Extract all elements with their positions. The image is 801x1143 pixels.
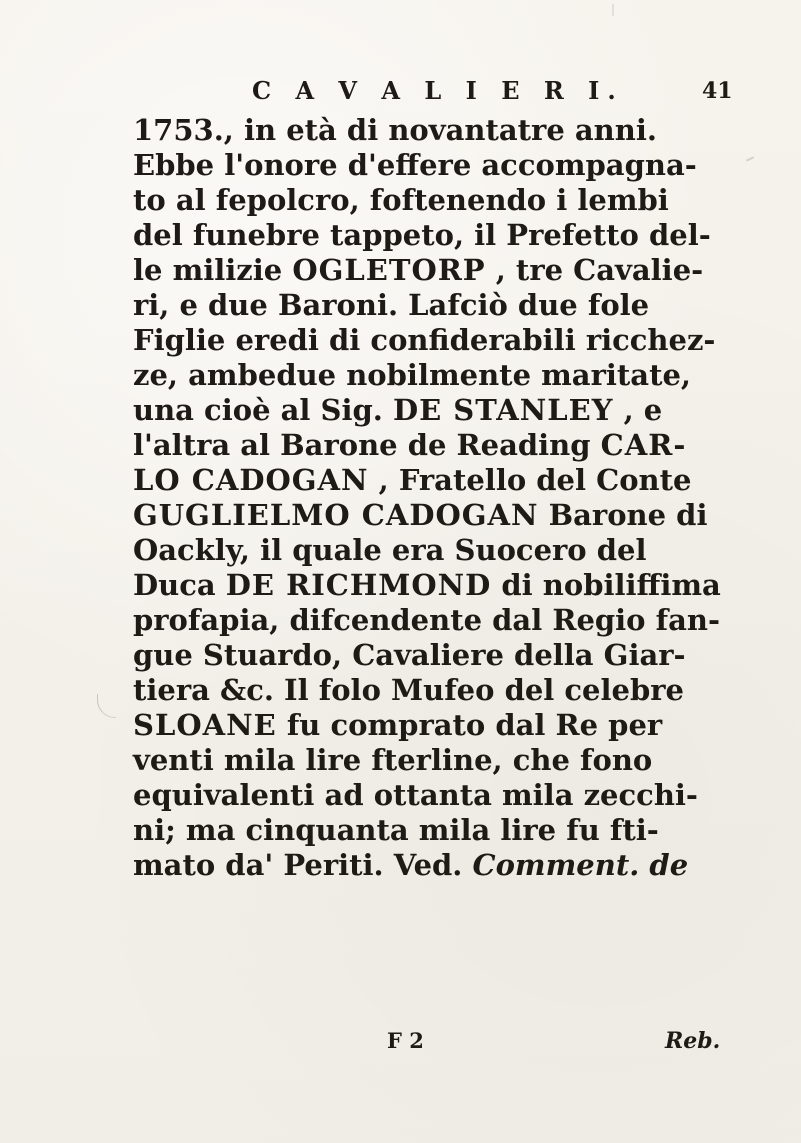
text-segment: Duca bbox=[133, 568, 226, 602]
text-segment: equivalenti ad ottanta mila zecchi- bbox=[133, 778, 698, 812]
text-segment: profapia, difcendente dal Regio fan- bbox=[133, 603, 721, 637]
text-segment: Oackly, il quale era Suocero del bbox=[133, 533, 647, 567]
text-segment: le milizie bbox=[133, 253, 293, 287]
paper-speck bbox=[612, 4, 614, 16]
text-line bbox=[133, 498, 753, 533]
page-text bbox=[133, 113, 753, 883]
text-line bbox=[133, 428, 753, 463]
text-segment: ze, ambedue nobilmente maritate, bbox=[133, 358, 692, 392]
text-line bbox=[133, 743, 753, 778]
text-segment: gue Stuardo, Cavaliere della Giar- bbox=[133, 638, 686, 672]
paper-fold-mark bbox=[97, 694, 116, 718]
name-smallcaps: GUGLIELMO CADOGAN bbox=[133, 498, 539, 532]
catchword: Reb. bbox=[665, 1028, 721, 1054]
text-line bbox=[133, 603, 753, 638]
text-line bbox=[133, 358, 753, 393]
text-segment: , e bbox=[623, 393, 663, 427]
name-smallcaps: DE RICHMOND bbox=[225, 568, 492, 602]
page-number: 41 bbox=[702, 78, 733, 104]
text-segment: Barone di bbox=[548, 498, 708, 532]
text-segment: ri, e due Baroni. Lafciò due fole bbox=[133, 288, 650, 322]
text-segment: ni; ma cinquanta mila lire fu fti- bbox=[133, 813, 659, 847]
text-segment: di nobiliffima bbox=[501, 568, 721, 602]
text-line bbox=[133, 568, 753, 603]
text-line bbox=[133, 183, 753, 218]
text-segment: 1753., in età di novantatre anni. bbox=[133, 113, 657, 147]
page-header bbox=[0, 76, 801, 114]
text-line bbox=[133, 113, 753, 148]
name-smallcaps: OGLETORP bbox=[292, 253, 486, 287]
text-segment: tiera &c. Il folo Mufeo del celebre bbox=[133, 673, 684, 707]
text-segment: Ebbe l'onore d'effere accompagna- bbox=[133, 148, 697, 182]
name-smallcaps: DE STANLEY bbox=[392, 393, 614, 427]
text-line bbox=[133, 288, 753, 323]
text-line bbox=[133, 393, 753, 428]
text-line bbox=[133, 638, 753, 673]
text-segment: , Fratello del Conte bbox=[378, 463, 692, 497]
text-segment: venti mila lire fterline, che fono bbox=[133, 743, 653, 777]
running-head: C A V A L I E R I. bbox=[252, 76, 624, 105]
text-line bbox=[133, 848, 753, 883]
text-segment: fu comprato dal Re per bbox=[286, 708, 663, 742]
text-line bbox=[133, 533, 753, 568]
text-line bbox=[133, 778, 753, 813]
signature-mark: F 2 bbox=[387, 1028, 424, 1053]
text-segment: to al fepolcro, foftenendo i lembi bbox=[133, 183, 669, 217]
text-line bbox=[133, 708, 753, 743]
text-segment: l'altra al Barone de Reading bbox=[133, 428, 601, 462]
text-segment: mato da' Periti. Ved. bbox=[133, 848, 473, 882]
text-line bbox=[133, 463, 753, 498]
italic-reference: Comment. de bbox=[472, 848, 689, 882]
text-line bbox=[133, 253, 753, 288]
text-line bbox=[133, 323, 753, 358]
name-smallcaps: CAR- bbox=[600, 428, 687, 462]
text-line bbox=[133, 813, 753, 848]
text-line bbox=[133, 673, 753, 708]
page-footer bbox=[0, 1028, 801, 1056]
name-smallcaps: LO CADOGAN bbox=[133, 463, 369, 497]
text-segment: una cioè al Sig. bbox=[133, 393, 393, 427]
text-segment: Figlie eredi di confiderabili ricchez- bbox=[133, 323, 716, 357]
text-segment: del funebre tappeto, il Prefetto del- bbox=[133, 218, 711, 252]
text-line bbox=[133, 218, 753, 253]
text-segment: , tre Cavalie- bbox=[495, 253, 704, 287]
text-line bbox=[133, 148, 753, 183]
name-smallcaps: SLOANE bbox=[133, 708, 277, 742]
